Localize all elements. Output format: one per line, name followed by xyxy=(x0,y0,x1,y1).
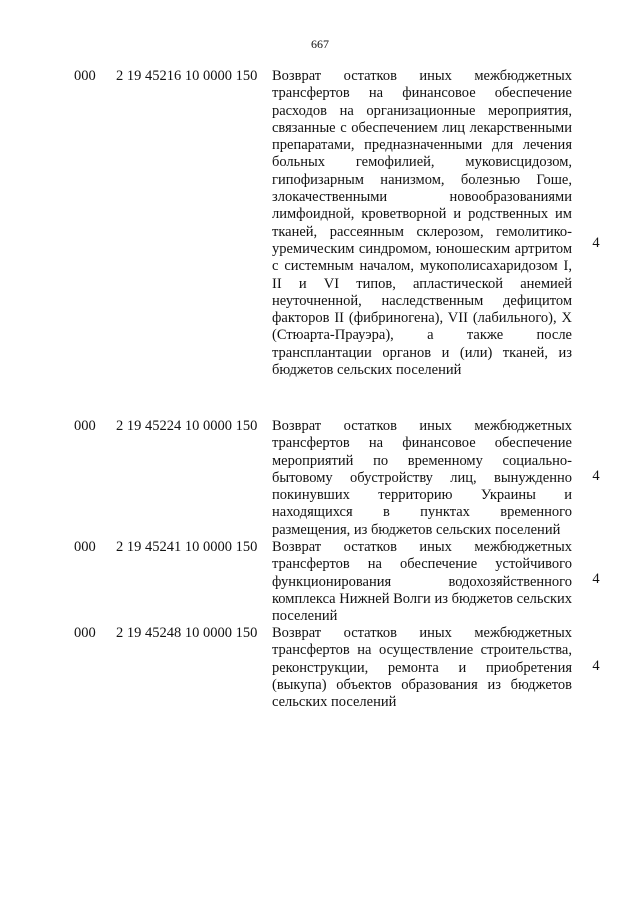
admin-code: 000 xyxy=(74,68,96,84)
row-value: 4 xyxy=(592,235,600,251)
table-row xyxy=(0,625,640,715)
row-description: Возврат остатков иных межбюджетных трансфертов на финансовое обеспечение расходов на организационные мероприятия, связанные с обеспечением лиц лекарственными препаратами, предназначенными для лечения больных гемофилией, муковисцидозом, гипофизарным нанизмом, болезнью Гоше, злокачественными новообразованиями лимфоидной, кроветворной и родственных им тканей, рассеянным склерозом, гемолитико-уремическим синдромом, юношеским артритом с системным началом, мукополисахаридозом I, II и VI типов, апластической анемией неуточненной, наследственным дефицитом факторов II (фибриногена), VII (лабильного), X (Стюарта-Прауэра), а также после трансплантации органов и (или) тканей, из бюджетов сельских поселений xyxy=(272,68,572,379)
budget-classification-code: 2 19 45216 10 0000 150 xyxy=(116,68,258,84)
row-description: Возврат остатков иных межбюджетных трансфертов на обеспечение устойчивого функционирования водохозяйственного комплекса Нижней Волги из бюджетов сельских поселений xyxy=(272,539,572,625)
budget-classification-code: 2 19 45241 10 0000 150 xyxy=(116,539,258,555)
table-row xyxy=(0,539,640,625)
row-description: Возврат остатков иных межбюджетных трансфертов на финансовое обеспечение мероприятий по временному социально-бытовому обустройству лиц, вынужденно покинувших территорию Украины и находящихся в пунктах временного размещения, из бюджетов сельских поселений xyxy=(272,418,572,538)
admin-code: 000 xyxy=(74,418,96,434)
row-value: 4 xyxy=(592,571,600,587)
budget-classification-code: 2 19 45224 10 0000 150 xyxy=(116,418,258,434)
admin-code: 000 xyxy=(74,625,96,641)
admin-code: 000 xyxy=(74,539,96,555)
table-row xyxy=(0,68,640,418)
row-description: Возврат остатков иных межбюджетных трансфертов на осуществление строительства, реконструкции, ремонта и приобретения (выкупа) объектов образования из бюджетов сельских поселений xyxy=(272,625,572,711)
budget-classification-code: 2 19 45248 10 0000 150 xyxy=(116,625,258,641)
row-value: 4 xyxy=(592,468,600,484)
table-row xyxy=(0,418,640,538)
row-value: 4 xyxy=(592,658,600,674)
page-number: 667 xyxy=(311,37,329,51)
